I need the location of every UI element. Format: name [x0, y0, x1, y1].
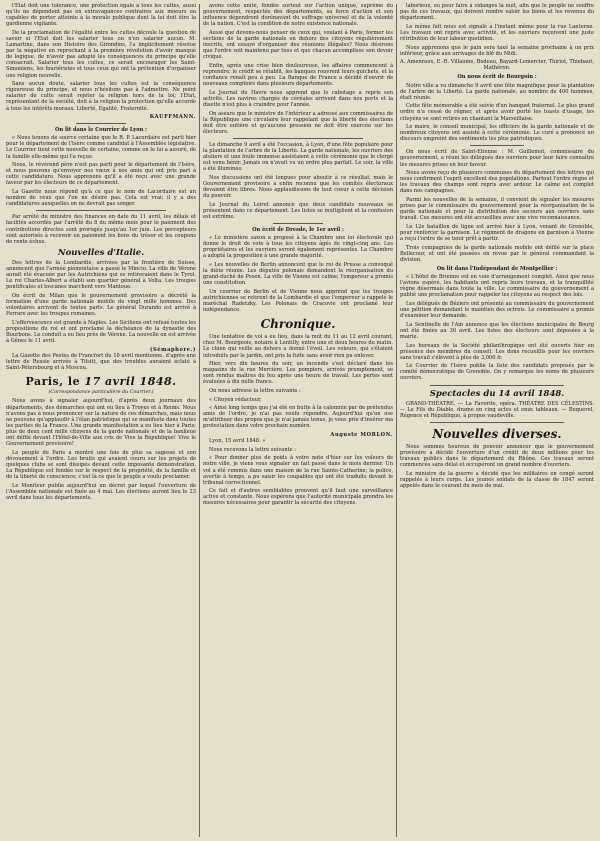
- divider: [233, 138, 363, 139]
- paragraph: Notre ville a vu dimanche 9 avril une fête magnifique pour la plantation de l'arbre de la Liberté. La garde nationale, au nombre de 400 hommes, était réunie.: [400, 82, 594, 101]
- dateline: [6, 375, 196, 388]
- paragraph: On nous adresse la lettre suivante :: [209, 387, 301, 394]
- paragraph: Un courrier de Berlin et de Vienne nous apprend que les troupes autrichiennes se retirent de la Lombardie et que l'empereur a rappelé le maréchal Radetzky. Les Polonais de Cracovie ont proclamé leur indépendance.: [203, 288, 393, 314]
- paragraph: La Sentinelle de l'Ain annonce que les élections municipales de Bourg ont été fixées au 30 avril. Les listes des électeurs sont déposées à la mairie.: [400, 321, 594, 340]
- divider: [470, 145, 524, 146]
- paragraph: Nous avons reçu de plusieurs communes du département des lettres qui nous confirment l'esprit excellent des populations. Partout l'ordre règne et les travaux des champs sont repris avec ardeur. Le calme est complet dans nos campagnes.: [400, 170, 594, 195]
- divider: [273, 223, 323, 224]
- section-heading: On lit dans l'Indépendant de Montpellier :: [436, 265, 558, 272]
- correspondence-note: (Correspondance particulière du Courrier.): [48, 389, 154, 395]
- divider: [76, 123, 126, 124]
- paragraph: « L'hôtel de Brienne est en voie d'arrangement complet. Ainsi que nous l'avions espéré, les habitants ont repris leurs travaux, et la tranquillité règne désormais dans toute la ville. Le commissaire du gouvernement a publié une proclamation pour rappeler les citoyens au respect des lois.: [400, 274, 594, 299]
- paragraph: Des lettres de la Lombardie, arrivées par la frontière de Suisse, annoncent que l'armée piémontaise a passé le Mincio. La ville de Vérone aurait été évacuée par les Autrichiens qui se retireraient dans le Tyrol. Le roi Charles-Albert a établi son quartier général à Volta. Les troupes pontificales et toscanes marchent vers Mantoue.: [6, 259, 196, 291]
- section-heading: On écrit de Dresde, le 1er avril :: [252, 227, 344, 233]
- section-heading-italie: Nouvelles d'Italie.: [57, 247, 145, 258]
- paragraph: Le ministre de la guerre a décidé que les militaires en congé seront rappelés à leurs corps. Les jeunes soldats de la classe de 1847 seront appelés dans le courant du mois de mai.: [400, 470, 594, 489]
- paragraph: Enfin, après une crise bien douloureuse, les affaires commencent à reprendre; le crédit se rétablit, les banques rouvrent leurs guichets, et la confiance renaît peu à peu. La Banque de France a décidé d'ouvrir de nouveaux comptoirs dans plusieurs départements.: [203, 62, 393, 88]
- divider: [430, 385, 564, 386]
- section-heading-chronique: Chronique.: [260, 317, 336, 332]
- paragraph: Parmi les nouvelles de la semaine, il convient de signaler les mesures prises par le commissaire du gouvernement pour la réorganisation de la garde nationale et pour la distribution des secours aux ouvriers sans travail. Ces mesures ont été accueillies avec une vive reconnaissance.: [400, 197, 594, 222]
- paragraph: Cette fête mémorable a été suivie d'un banquet fraternel. Le plus grand ordre n'a cessé de régner, et après avoir porté les toasts d'usage, les citoyens se sont retirés en chantant la Marseillaise.: [400, 103, 594, 122]
- paragraph: Le 12e bataillon de ligne est arrivé hier à Lyon, venant de Grenoble, pour renforcer la garnison. Le régiment de dragons en garnison à Vienne a reçu l'ordre de se tenir prêt à partir.: [400, 223, 594, 243]
- paragraph: De la proclamation de l'égalité entre les cultes découle la question de savoir si l'Etat doit les salarier tous ou n'en salarier aucun. M. Lamartine, dans son Histoire des Girondins, l'a implicitement résolue par la négative en reprochant à la première révolution d'avoir manqué de logique, de n'avoir pas adopté les conséquences du principe qu'elle consacrait. Salarier tous les cultes, ce serait encourager les Saint-Simoniens, les fouriéristes et tous ceux qui ont la prétention d'organiser une religion nouvelle.: [6, 29, 196, 79]
- paragraph: L'effervescence est grande à Naples. Les Siciliens ont refusé toutes les propositions du roi et ont proclamé la déchéance de la dynastie des Bourbons. Le conduit a eu lieu près de Vérone. La nouvelle en est arrivée à Gênes le 11 avril.: [6, 319, 196, 344]
- paragraph: l'Etat doit une tolérance, une protection égale à tous les cultes, aussi qu'ils ne dépendent pas en extravagances contraires aux moeurs ou capables de porter atteinte à la morale publique dont la loi doit être la gardienne vigilante.: [6, 3, 196, 28]
- section-heading-spectacles: Spectacles du 14 avril 1848.: [429, 388, 565, 399]
- paragraph: Nous sommes heureux de pouvoir annoncer que le gouvernement provisoire a décidé l'ouverture d'un crédit de deux millions pour les travaux publics dans le département du Rhône. Ces travaux seront commencés sans délai et occuperont un grand nombre d'ouvriers.: [400, 443, 594, 469]
- dateline-date: 17 avril 1848.: [84, 374, 177, 388]
- paragraph: Le même fait nous est signalé à l'instant même pour la rue Lanterne. Les travaux ont repris avec activité, et les ouvriers reçoivent une juste rétribution de leur labeur quotidien.: [400, 23, 594, 42]
- paragraph: Par arrêté du ministre des finances en date du 11 avril, les délais et facilités accordés par l'arrêté du 8 du même mois pour le paiement des contributions directes sont prorogés jusqu'au 1er juin. Les percepteurs sont autorisés à recevoir en paiement les bons du trésor et les coupons de rente échus.: [6, 214, 196, 245]
- dateline-city: Paris, le: [25, 374, 81, 388]
- paragraph: « Les nouvelles de Berlin annoncent que le roi de Prusse a convoqué la diète réunie. Les députés polonais demandent la réorganisation du grand-duché de Posen. La ville de Vienne est calme; l'empereur a promis une constitution.: [203, 261, 393, 287]
- signature: Auguste MORLON.: [330, 432, 393, 439]
- paragraph: Aussi que devons-nous penser de ceux qui, voulant à Paris, former les sections de la garde nationale en dehors des citoyens régulièrement inscrits, ont essayé d'organiser des réunions illégales? Nous désirons que l'ordre soit maintenu par tous et que chacun accomplisse son devoir civique.: [203, 29, 393, 61]
- section-heading: On nous écrit de Bourgoin :: [457, 74, 537, 81]
- paragraph: Le Courrier de l'Isère publie la liste des candidats proposés par le comité démocratique de Grenoble. On y remarque les noms de plusieurs ouvriers.: [400, 363, 594, 382]
- paragraph: Hier, vers dix heures du soir, un incendie s'est déclaré dans les magasins de la rue Mercière. Les pompiers, arrivés promptement, se sont rendus maîtres du feu après une heure de travail. Les pertes sont évaluées à dix mille francs.: [203, 361, 393, 386]
- paragraph: La Gazette nous répond qu'à ce que le nom de Lacordaire est un nombre de ceux que l'on ne désire pas. Cela est vrai; il y a des candidatures auxquelles on ne devrait pas songer.: [6, 189, 196, 208]
- paragraph: « Citoyen rédacteur,: [209, 396, 262, 403]
- paragraph: Une tentative de vol a eu lieu, dans la nuit du 11 au 12 avril courant, chez M. Bourgeois, notaire à Lentilly, entre une et deux heures du matin. Le chien qui veille au dehors a donné l'éveil. Les voleurs, qui s'étaient introduits par le jardin, ont pris la fuite sans avoir rien pu enlever.: [203, 334, 393, 359]
- paragraph: « Le ministère saxon a proposé à la Chambre une loi électorale qui donne le droit de vote à tous les citoyens âgés de vingt-cinq ans. Les propriétaires et les ouvriers seront également représentés. La Chambre a adopté la proposition à une grande majorité.: [203, 235, 393, 260]
- paragraph: Nous apprenons que le pain sera taxé la semaine prochaine à un prix inférieur, grâce aux arrivages de blé du Midi.: [400, 44, 594, 57]
- signature: KAUFFMANN.: [149, 114, 196, 121]
- paragraph: Trois compagnies de la garde nationale mobile ont défilé sur la place Bellecour, et ont été passées en revue par le général commandant la division.: [400, 244, 594, 263]
- paragraph: « Ainsi long temps que j'ai été en butte à la calomnie par de prétendus amis de l'ordre, je n'ai pas voulu répondre. Aujourd'hui qu'on ose m'attribuer des propos que je n'ai jamais tenus, je vous prie d'insérer ma protestation dans votre prochain numéro.: [203, 405, 393, 430]
- paragraph: Le maire, le conseil municipal, les officiers de la garde nationale et de nombreux citoyens ont assisté à cette cérémonie. Le curé a prononcé un discours empreint des sentiments les plus patriotiques.: [400, 124, 594, 143]
- paragraph: Le peuple de Paris a montré une fois de plus sa sagesse et son dévouement à l'ordre. Les bruits qui avaient couru sur les projets de quelques clubs se sont dissipés devant cette imposante démonstration. La République est fondée sur le respect de la propriété, de la famille et de la liberté de conscience; c'est là ce que le peuple a voulu proclamer.: [6, 449, 196, 481]
- paragraph: « Nous tenons de source certaine que le R. P. Lacordaire est parti hier pour le département de l'Isère comme candidat à l'Assemblée législative. Le Courrier tient cette nouvelle de certaine, comme on le lui a assuré, de la famille elle-même qui l'a reçue.: [6, 135, 196, 160]
- section-heading-nouvelles-diverses: Nouvelles diverses.: [432, 426, 562, 441]
- paragraph: Ce fait et d'autres semblables prouvent qu'il faut une surveillance active et constante. Nous espérons que l'autorité municipale prendra les mesures nécessaires pour garantir la sécurité des citoyens.: [203, 488, 393, 507]
- paragraph: Sans aucun doute, salarier tous les cultes est la conséquence rigoureuse du principe, et nous n'hésitons pas à l'admettre. Ne point salarier de culte serait rejeter la religion hors de la loi; l'Etat, représentant de la société, doit à la religion la protection qu'elle accorde à tous les intérêts moraux. Liberté, Egalité, Fraternité.: [6, 81, 196, 112]
- paragraph: laborieux, ou pour faire à vidanges la nuit, afin que le peuple ne souffre pas de ces travaux, qui doivent rendre valoir les biens et les revenus du département.: [400, 3, 594, 22]
- paragraph: avons cette unité, fondée surtout sur l'action unique, suprême du gouvernement, respectée des départements, sa force d'action et son influence dépendront dorénavant du suffrage universel et de la volonté de la nation. C'est la condition de notre existence nationale.: [203, 3, 393, 28]
- paragraph: Les bureaux de la Société philanthropique ont été ouverts hier en présence des membres du conseil. Les dons recueillis pour les ouvriers sans travail s'élèvent à plus de 3,000 fr.: [400, 342, 594, 361]
- divider: [430, 422, 564, 423]
- column-rule-right: [396, 4, 397, 837]
- column-rule-left: [199, 4, 200, 837]
- column-1: [6, 3, 196, 838]
- paragraph: Nos discussions ont été longues pour aboutir à ce résultat, mais le Gouvernement provisoire a enfin reconnu que les comités électoraux devaient être libres. Nous applaudissons de tout coeur à cette décision du pouvoir.: [203, 174, 393, 200]
- column-3: [400, 3, 594, 838]
- paragraph: Lyon, 15 avril 1848. »: [209, 438, 266, 445]
- section-heading: On lit dans le Courrier de Lyon :: [55, 127, 147, 134]
- paragraph: On écrit de Milan que le gouvernement provisoire a décrété la formation d'une garde nationale mobile de vingt mille hommes. Des volontaires arrivent de toutes parts. Le général Durando est arrivé à Ferrare avec les troupes romaines.: [6, 292, 196, 318]
- paragraph: Le Journal du Loiret annonce que deux candidats nouveaux se présentent dans ce département. Les listes se multiplient et la confusion est extrême.: [203, 201, 393, 220]
- divider: [36, 210, 166, 211]
- paragraph: Le dimanche 9 avril a été l'occasion, à Lyon, d'une fête populaire pour la plantation de l'arbre de la Liberté. La garde nationale, les ouvriers des ateliers et une foule immense assistaient à cette cérémonie que le clergé est venu bénir. Jamais on n'avait vu un ordre plus parfait. Le soir, la ville a été illuminée.: [203, 141, 393, 173]
- source-credit: (Sémaphore.): [150, 346, 196, 353]
- paragraph: On nous écrit de Saint-Etienne : M. Guillemot, commissaire du gouvernement, a réuni les délégués des ouvriers pour leur faire connaître les mesures prises en leur faveur.: [400, 149, 594, 168]
- paragraph: Nous recevons la lettre suivante :: [209, 446, 297, 453]
- paragraph: Nous, le révérend père n'est pas parti pour le département de l'Isère, et nous pouvons qu'envoyer nos vœux à nos amis qui ont pris part à cette candidature. Nous apprenons qu'il a été reçu avec une grande faveur par les électeurs de ce département.: [6, 162, 196, 187]
- paragraph: La Gazette des Postes de Francfort du 10 avril mentionne, d'après une lettre de Russie arrivée à Tilsitt, que des troubles auraient éclaté à Saint-Pétersbourg et à Moscou.: [6, 352, 196, 371]
- paragraph: Le Moniteur publie aujourd'hui un décret par lequel l'ouverture de l'Assemblée nationale est fixée au 4 mai. Les élections auront lieu le 23 avril dans tous les départements.: [6, 482, 196, 501]
- paragraph: Le Journal du Havre nous apprend que le cabotage a repris son activité. Les navires chargés de céréales arrivent dans nos ports et la disette n'est plus à craindre pour l'année.: [203, 89, 393, 108]
- name-list: A. Amenraux, E.-R. Villaume, Bodeau, Bayard-Lemercier, Thiriot, Thiebaut, Mathéron.: [400, 59, 594, 72]
- paragraph: « Pour donner plus de poids à votre note d'hier sur les voleurs de notre ville, je viens vous signaler un fait passé dans le mois dernier. Un vol a été commis dans une maison de la rue Sainte-Catherine; la police, avertie à temps, a pu saisir les coupables qui ont été traduits devant le tribunal correctionnel.: [203, 455, 393, 486]
- column-2: [203, 3, 393, 838]
- paragraph: On assure que le ministre de l'intérieur a adressé aux commissaires de la République une circulaire leur rappelant que la liberté des élections doit être entière et qu'aucune pression ne doit être exercée sur les électeurs.: [203, 110, 393, 135]
- paragraph: Nous avons à signaler aujourd'hui, d'après deux journaux des départements, des démarches qui ont eu lieu à Troyes et à Reims. Nous n'avons pas à nous prononcer sur la nature de ces démarches, mais nous ne pouvons qu'applaudir à l'élan patriotique qui se manifeste dans toutes les parties de la France. Une grande manifestation a eu lieu hier à Paris; plus de deux cent mille citoyens de la garde nationale et de la banlieue ont défilé devant l'Hôtel-de-Ville aux cris de Vive la République! Vive le Gouvernement provisoire!: [6, 398, 196, 448]
- paragraph: Les délégués de Béziers ont présenté au commissaire du gouvernement une pétition demandant le maintien des octrois. Le commissaire a promis d'examiner leur demande.: [400, 300, 594, 320]
- spectacles-listing: GRAND-THÉATRE. — La Favorite, opéra. THÉATRE DES CÉLESTINS. — Le Fils du Diable, drame en cinq actes et onze tableaux. — Boquerel, Régence et République, à propos vaudeville.: [400, 400, 594, 419]
